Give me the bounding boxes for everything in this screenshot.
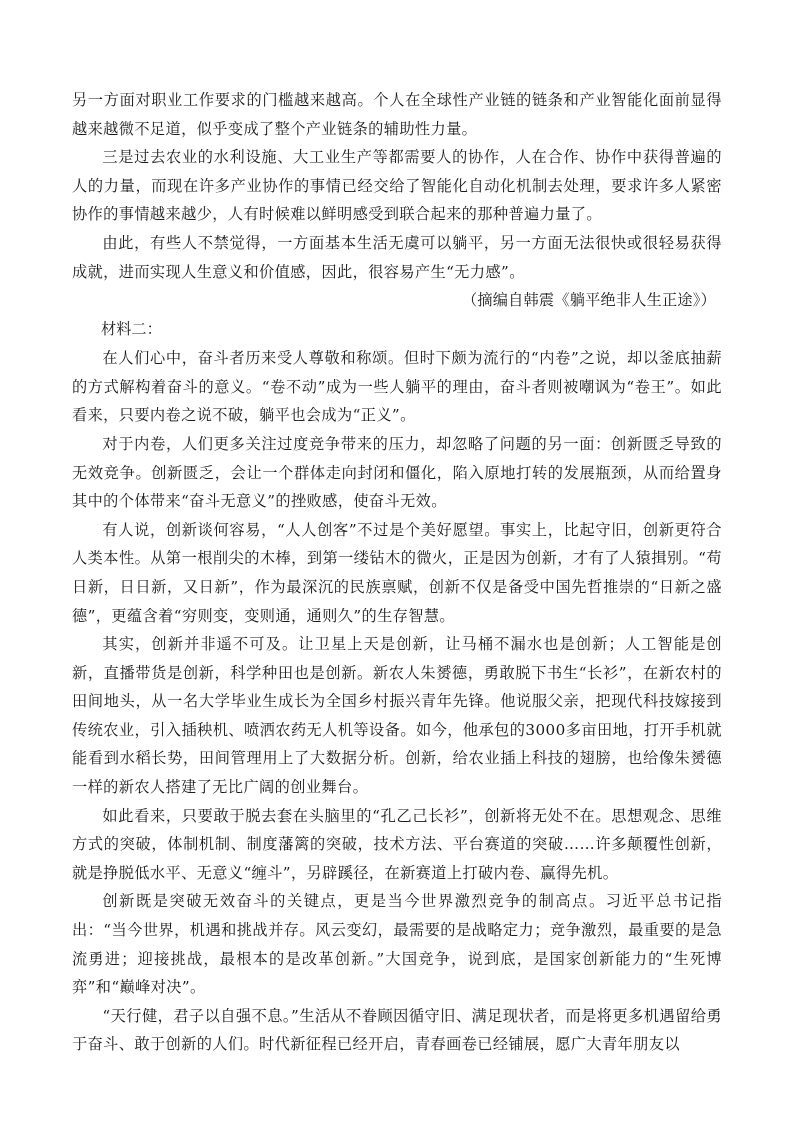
material-two-paragraph: 有人说，创新谈何容易，“人人创客”不过是个美好愿望。事实上，比起守旧，创新更符合人类本性。从第一根削尖的木棒，到第一缕钻木的微火，正是因为创新，才有了人猿揖别。“苟日新，日日新，又日新”，作为最深沉的民族禀赋，创新不仅是备受中国先哲推崇的“日新之盛德”，更蕴含着“穷则变，变则通，通则久”的生存智慧。 <box>72 520 722 625</box>
material-two-paragraph: 对于内卷，人们更多关注过度竞争带来的压力，却忽略了问题的另一面：创新匮乏导致的无效竞争。创新匮乏，会让一个群体走向封闭和僵化，陷入原地打转的发展瓶颈，从而给置身其中的个体带来“奋斗无意义”的挫败感，使奋斗无效。 <box>72 434 722 511</box>
material-one-paragraph: 另一方面对职业工作要求的门槛越来越高。个人在全球性产业链的链条和产业智能化面前显得越来越微不足道，似乎变成了整个产业链条的辅助性力量。 <box>72 91 722 138</box>
material-two-paragraph: 其实，创新并非遥不可及。让卫星上天是创新，让马桶不漏水也是创新；人工智能是创新，直播带货是创新，科学种田也是创新。新农人朱赟德，勇敢脱下书生“长衫”，在新农村的田间地头，从一名大学毕业生成长为全国乡村振兴青年先锋。他说服父亲，把现代科技嫁接到传统农业，引入插秧机、喷洒农药无人机等设备。如今，他承包的3000多亩田地，打开手机就能看到水稻长势，田间管理用上了大数据分析。创新，给农业插上科技的翅膀，也给像朱赟德一样的新农人搭建了无比广阔的创业舞台。 <box>72 635 722 797</box>
material-two-paragraph: 在人们心中，奋斗者历来受人尊敬和称颂。但时下颇为流行的“内卷”之说，却以釜底抽薪的方式解构着奋斗的意义。“卷不动”成为一些人躺平的理由，奋斗者则被嘲讽为“卷王”。如此看来，只要内卷之说不破，躺平也会成为“正义”。 <box>72 349 722 425</box>
document-page <box>72 86 722 1059</box>
material-one-paragraph: 由此，有些人不禁觉得，一方面基本生活无虞可以躺平，另一方面无法很快或很轻易获得成就，进而实现人生意义和价值感，因此，很容易产生“无力感”。 <box>72 233 722 281</box>
material-one-source: （摘编自韩震《躺平绝非人生正途》） <box>462 291 716 310</box>
material-one-paragraph: 三是过去农业的水利设施、大工业生产等都需要人的协作，人在合作、协作中获得普遍的人的力量，而现在许多产业协作的事情已经交给了智能化自动化机制去处理，要求许多人紧密协作的事情越来越少，人有时候难以鲜明感受到联合起来的那种普遍力量了。 <box>72 148 722 224</box>
material-two-paragraph: 创新既是突破无效奋斗的关键点，更是当今世界激烈竞争的制高点。习近平总书记指出：“当今世界，机遇和挑战并存。风云变幻，最需要的是战略定力；竞争激烈，最重要的是急流勇进；迎接挑战，最根本的是改革创新。”大国竞争，说到底，是国家创新能力的“生死博弈”和“巅峰对决”。 <box>72 892 722 997</box>
material-two-paragraph: “天行健，君子以自强不息。”生活从不眷顾因循守旧、满足现状者，而是将更多机遇留给勇于奋斗、敢于创新的人们。时代新征程已经开启，青春画卷已经铺展，愿广大青年朋友以 <box>72 1006 722 1054</box>
material-two-label: 材料二： <box>101 320 162 339</box>
material-two-paragraph: 如此看来，只要敢于脱去套在头脑里的“孔乙己长衫”，创新将无处不在。思想观念、思维方式的突破，体制机制、制度藩篱的突破，技术方法、平台赛道的突破……许多颠覆性创新，就是挣脱低水平、无意义“缠斗”，另辟蹊径，在新赛道上打破内卷、赢得先机。 <box>72 806 722 882</box>
